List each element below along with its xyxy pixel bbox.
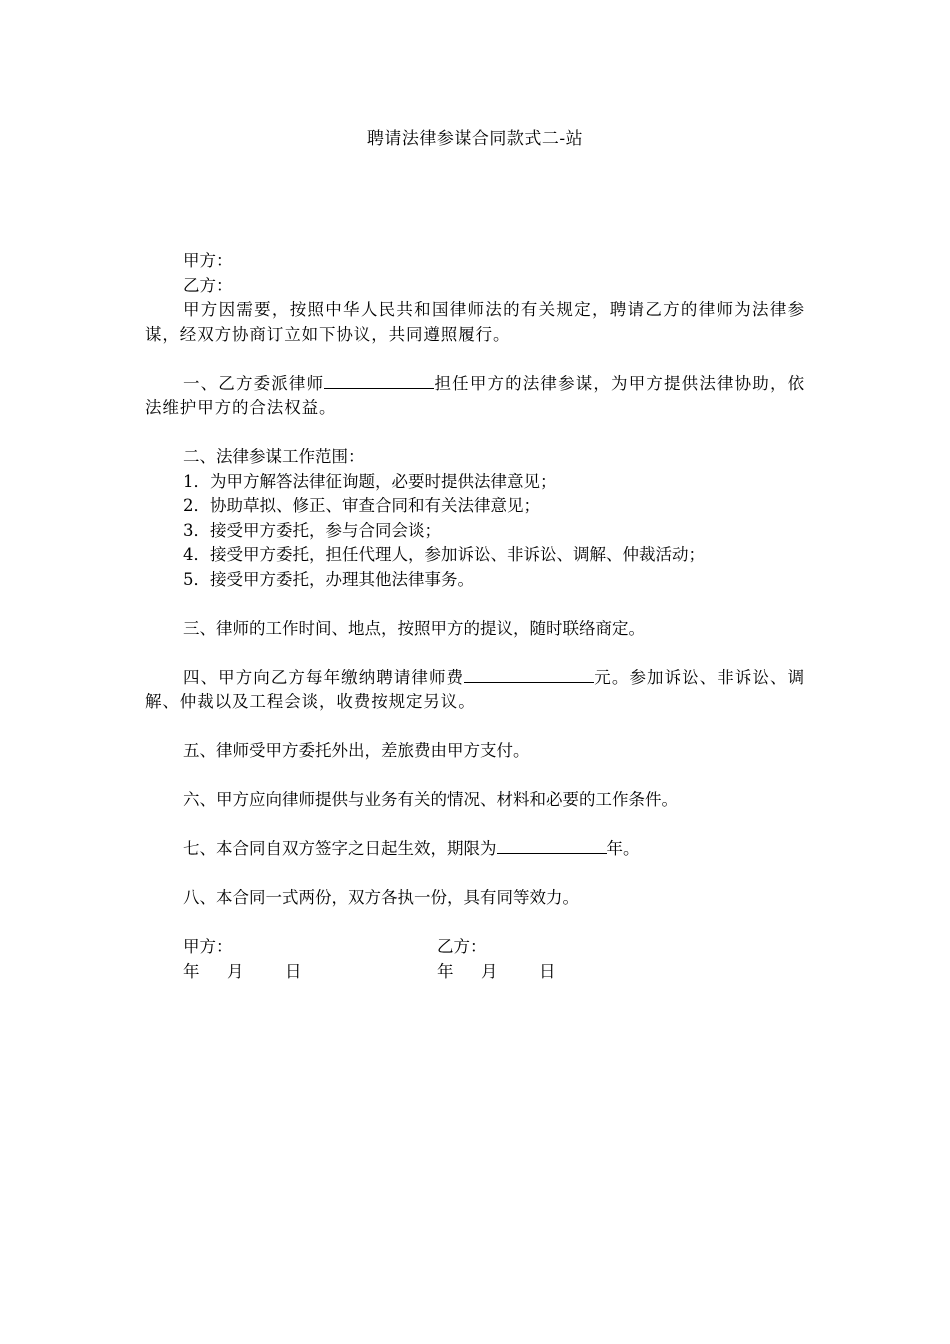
date-b-day: 日 [539,961,556,981]
date-a-year: 年 [183,961,200,981]
clause-1-before: 一、乙方委派律师 [183,373,325,393]
signature-labels [145,935,805,960]
document-body [145,249,805,984]
intro-paragraph: 甲方因需要，按照中华人民共和国律师法的有关规定，聘请乙方的律师为法律参谋，经双方协商订立如下协议，共同遵照履行。 [145,300,805,344]
clause-2-item: 5．接受甲方委托，办理其他法律事务。 [183,569,474,589]
clause-1-after: 担任甲方的法律参谋，为甲方提供法律协助，依法维护甲方的合法权益。 [145,373,806,417]
clause-4-before: 四、甲方向乙方每年缴纳聘请律师费 [183,667,465,687]
date-b-month: 月 [481,961,498,981]
date-b-year: 年 [437,961,454,981]
clause-8: 八、本合同一式两份，双方各执一份，具有同等效力。 [183,888,579,907]
clause-3: 三、律师的工作时间、地点，按照甲方的提议，随时联络商定。 [183,618,645,638]
party-b-line: 乙方： [183,275,233,295]
date-a-day: 日 [285,961,302,981]
clause-4-after: 元。参加诉讼、非诉讼、调解、仲裁以及工程会谈，收费按规定另议。 [145,667,805,711]
clause-2-heading: 二、法律参谋工作范围： [183,447,365,466]
signature-party-b: 乙方： [437,937,487,956]
clause-7-after: 年。 [606,839,640,858]
party-a-line: 甲方： [183,251,233,270]
signature-dates [145,960,805,985]
fee-blank [464,666,594,683]
clause-1 [145,372,805,421]
lawyer-name-blank [324,372,434,389]
clause-6: 六、甲方应向律师提供与业务有关的情况、材料和必要的工作条件。 [183,790,678,809]
clause-2-item: 4．接受甲方委托，担任代理人，参加诉讼、非诉讼、调解、仲裁活动； [183,545,705,564]
signature-party-a: 甲方： [183,937,233,956]
clause-7 [145,837,805,862]
clause-2-item: 2．协助草拟、修正、审查合同和有关法律意见； [183,496,540,515]
clause-7-before: 七、本合同自双方签字之日起生效，期限为 [183,839,497,858]
clause-4 [145,666,805,715]
clause-5: 五、律师受甲方委托外出，差旅费由甲方支付。 [183,741,530,760]
document-title: 聘请法律参谋合同款式二-站 [366,129,584,149]
clause-2-item: 1．为甲方解答法律征询题，必要时提供法律意见； [183,471,557,491]
date-a-month: 月 [227,961,244,981]
clause-2-item: 3．接受甲方委托，参与合同会谈； [183,520,441,540]
term-blank [497,837,607,854]
